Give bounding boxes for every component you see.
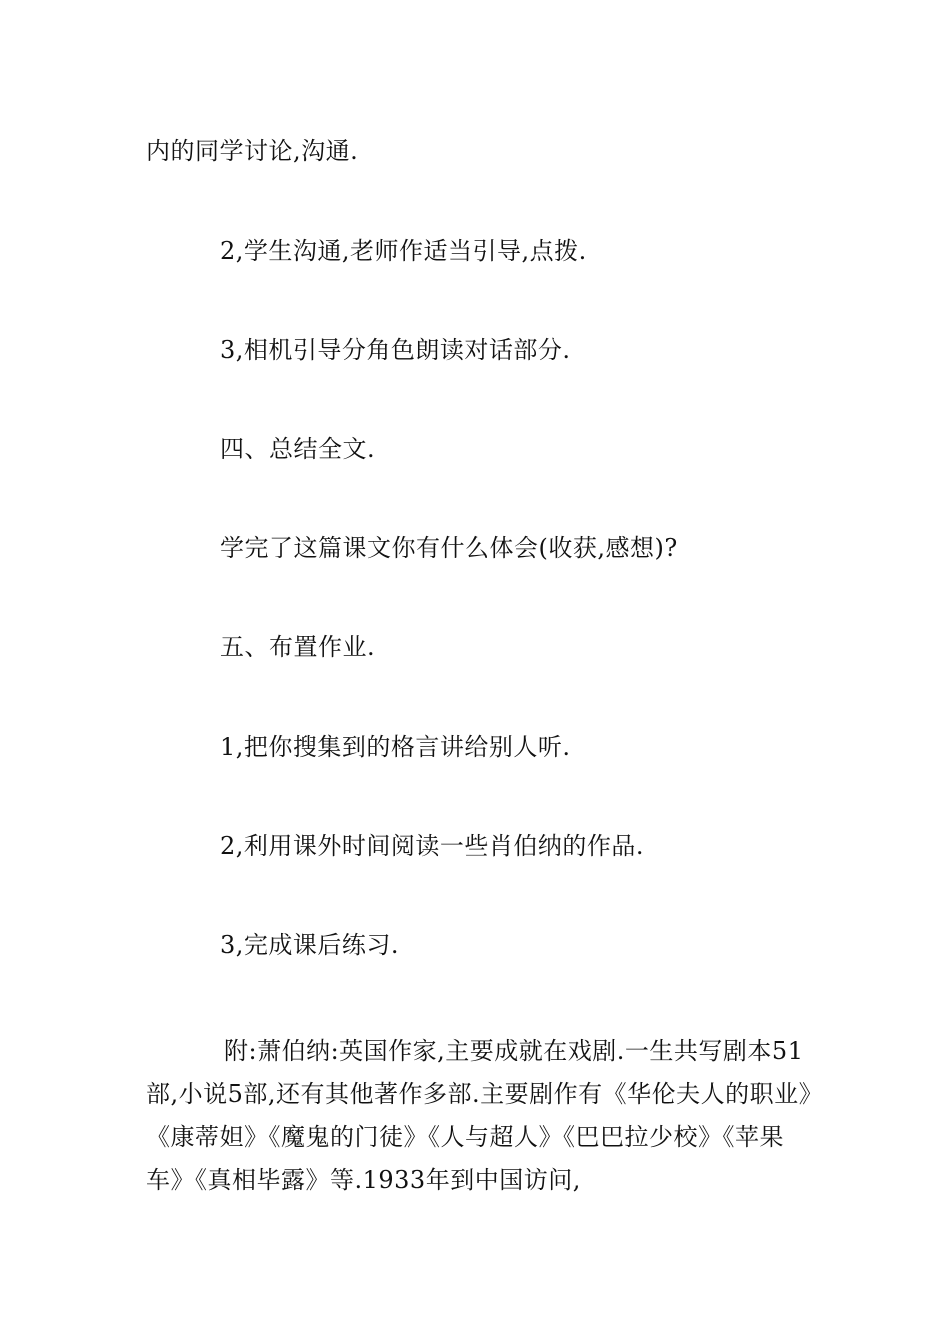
section-heading-summary: 四、总结全文. — [220, 435, 376, 463]
text-line-9: 3,完成课后练习. — [220, 931, 400, 959]
text-line-1: 内的同学讨论,沟通. — [146, 137, 359, 165]
text-line-5: 学完了这篇课文你有什么体会(收获,感想)? — [220, 534, 678, 562]
section-heading-homework: 五、布置作业. — [220, 633, 376, 661]
text-line-2: 2,学生沟通,老师作适当引导,点拨. — [220, 237, 587, 265]
text-line-3: 3,相机引导分角色朗读对话部分. — [220, 336, 571, 364]
appendix-paragraph: 附:萧伯纳:英国作家,主要成就在戏剧.一生共写剧本51部,小说5部,还有其他著作多部.主要剧作有《华伦夫人的职业》《康蒂妲》《魔鬼的门徒》《人与超人》《巴巴拉少校》《苹果车》《真相毕露》等.1933年到中国访问, — [146, 1037, 812, 1194]
text-line-8: 2,利用课外时间阅读一些肖伯纳的作品. — [220, 832, 645, 860]
text-line-7: 1,把你搜集到的格言讲给别人听. — [220, 733, 571, 761]
